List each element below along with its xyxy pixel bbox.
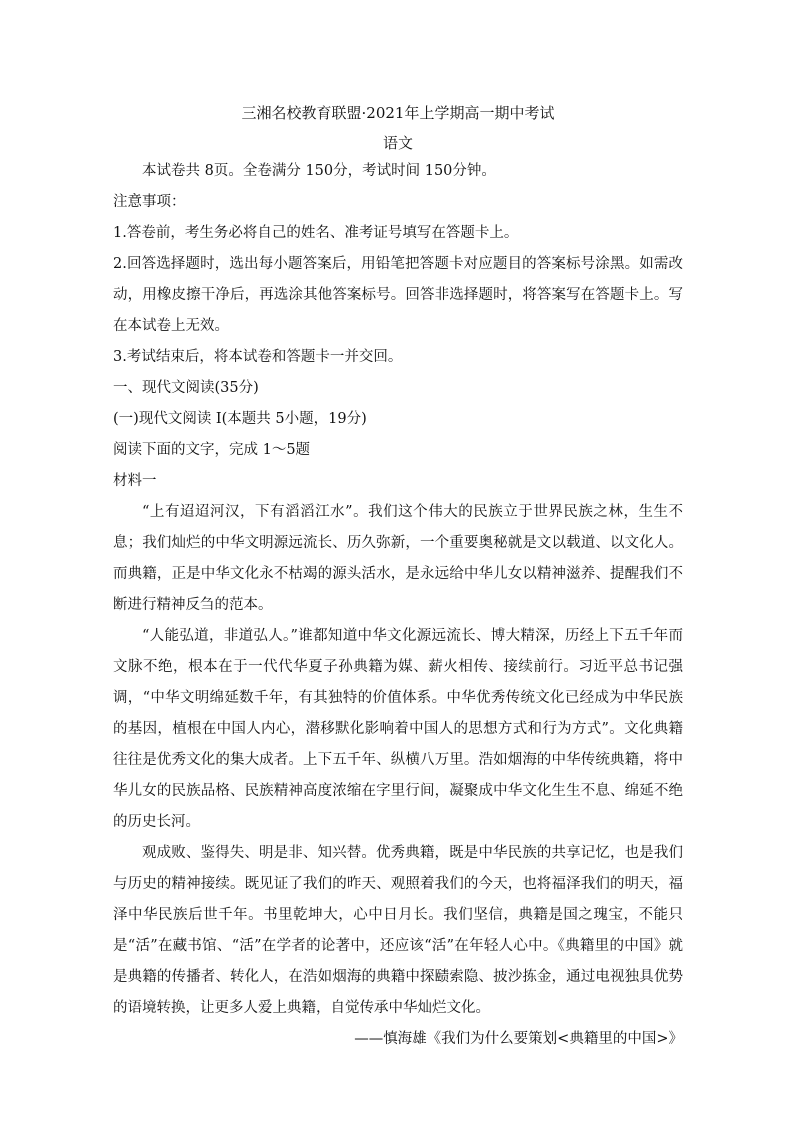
note-item-2: 2.回答选择题时，选出每小题答案后，用铅笔把答题卡对应题目的答案标号涂黑。如需改动，用橡皮擦干净后，再选涂其他答案标号。回答非选择题时，将答案写在答题卡上。写在本试卷上无效。 bbox=[113, 256, 683, 334]
material-paragraph-1: “上有迢迢河汉，下有滔滔江水”。我们这个伟大的民族立于世界民族之林，生生不息；我们灿烂的中华文明源远流长、历久弥新，一个重要奥秘就是文以载道、以文化人。而典籍，正是中华文化永不枯竭的源头活水，是永远给中华儿女以精神滋养、提醒我们不断进行精神反刍的范本。 bbox=[113, 504, 683, 613]
exam-content bbox=[113, 100, 683, 1055]
material-label: 材料一 bbox=[113, 473, 157, 489]
note-item-3: 3.考试结束后，将本试卷和答题卡一并交回。 bbox=[113, 349, 403, 365]
material-paragraph-2: “人能弘道，非道弘人。”谁都知道中华文化源远流长、博大精深，历经上下五千年而文脉不绝，根本在于一代代华夏子孙典籍为媒、薪火相传、接续前行。习近平总书记强调，“中华文明绵延数千年，有其独特的价值体系。中华优秀传统文化已经成为中华民族的基因，植根在中国人内心，潜移默化影响着中国人的思想方式和行为方式”。文化典籍往往是优秀文化的集大成者。上下五千年、纵横八万里。浩如烟海的中华传统典籍，将中华儿女的民族品格、民族精神高度浓缩在字里行间，凝聚成中华文化生生不息、绵延不绝的历史长河。 bbox=[113, 628, 683, 830]
material-paragraph-3: 观成败、鉴得失、明是非、知兴替。优秀典籍，既是中华民族的共享记忆，也是我们与历史的精神接续。既见证了我们的昨天、观照着我们的今天，也将福泽我们的明天，福泽中华民族后世千年。书里乾坤大，心中日月长。我们坚信，典籍是国之瑰宝，不能只是“活”在藏书馆、“活”在学者的论著中，还应该“活”在年轻人心中。《典籍里的中国》就是典籍的传播者、转化人，在浩如烟海的典籍中探赜索隐、披沙拣金，通过电视独具优势的语境转换，让更多人爱上典籍，自觉传承中华灿烂文化。 bbox=[113, 845, 683, 1016]
section-instruction: 阅读下面的文字，完成 1～5题 bbox=[113, 442, 311, 458]
notes-heading: 注意事项： bbox=[113, 194, 186, 210]
section-heading: 一、现代文阅读(35分) bbox=[113, 380, 259, 396]
section-subheading: (一)现代文阅读 I(本题共 5小题，19分) bbox=[113, 411, 367, 427]
note-item-1: 1.答卷前，考生务必将自己的姓名、准考证号填写在答题卡上。 bbox=[113, 225, 519, 241]
exam-subject: 语文 bbox=[382, 134, 413, 152]
material-source: ——慎海雄《我们为什么要策划<典籍里的中国>》 bbox=[354, 1031, 683, 1047]
exam-title: 三湘名校教育联盟·2021年上学期高一期中考试 bbox=[241, 104, 555, 122]
exam-intro: 本试卷共 8页。全卷满分 150分，考试时间 150分钟。 bbox=[142, 163, 496, 179]
